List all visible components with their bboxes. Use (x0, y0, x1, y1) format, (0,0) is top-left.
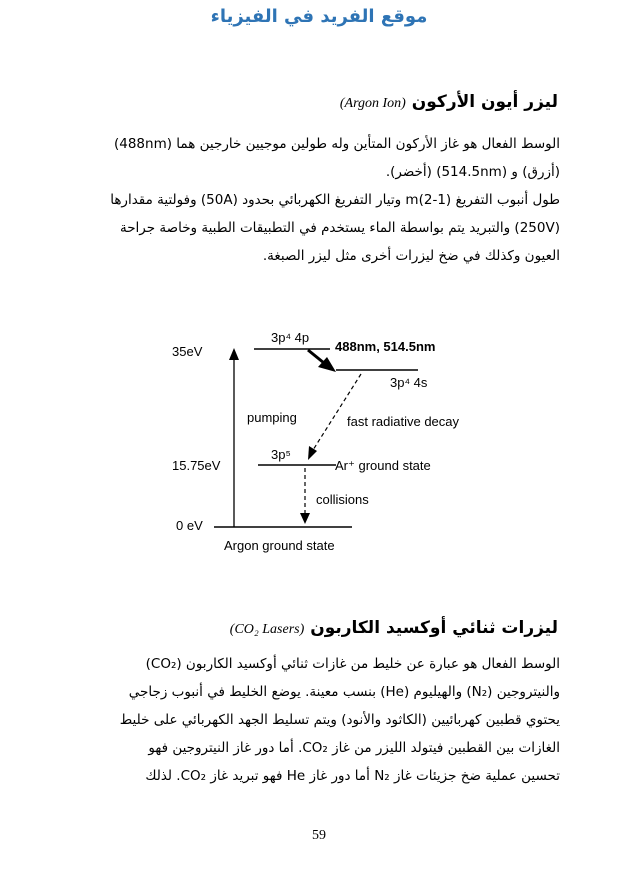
argon-line-2: (أزرق) و (514.5nm) (أخضر). (385, 164, 560, 180)
argon-line-4: (250V) والتبريد يتم بواسطة الماء يستخدم في التطبيقات الطبية وخاصة جراحة (119, 220, 560, 236)
pumping-arrowhead (229, 348, 239, 360)
ground-state-label: Argon ground state (224, 538, 335, 553)
co2-line-5: تحسين عملية ضخ جزيئات غاز N₂ أما دور غاز He فهو تبريد غاز CO₂. لذلك (145, 768, 560, 784)
argon-heading (340, 92, 558, 112)
argon-heading-latin: (Argon Ion) (339, 96, 406, 111)
argon-energy-diagram (150, 318, 500, 568)
argon-line-5: العيون وكذلك في ضخ ليزرات أخرى مثل ليزر الصبغة. (262, 248, 560, 264)
co2-heading-arabic: ليزرات ثنائي أوكسيد الكاربون (310, 618, 558, 638)
co2-heading (230, 618, 558, 638)
co2-line-3: يحتوي قطبين كهربائيين (الكاثود والأنود) ويتم تسليط الجهد الكهربائي على خليط (119, 712, 560, 728)
co2-line-4: الغازات بين القطبين فيتولد الليزر من غاز CO₂. أما دور غاز النيتروجين فهو (148, 740, 560, 756)
emission-label: 488nm, 514.5nm (335, 339, 436, 354)
argon-heading-arabic: ليزر أيون الأركون (411, 92, 558, 112)
decay-arrowhead (308, 446, 317, 460)
co2-line-1: الوسط الفعال هو عبارة عن خليط من غازات ثنائي أوكسيد الكاربون (CO₂) (145, 656, 560, 672)
emission-arrow (308, 350, 324, 363)
energy-label-35ev: 35eV (172, 344, 203, 359)
collisions-arrowhead (300, 513, 310, 524)
energy-label-15ev: 15.75eV (172, 458, 221, 473)
pumping-label: pumping (247, 410, 297, 425)
level-lower-label: 3p⁴ 4s (390, 375, 428, 390)
argon-paragraph (78, 130, 560, 270)
argon-line-3: طول أنبوب التفريغ (1-2)m وتيار التفريغ الكهربائي بحدود (50A) وفولتية مقدارها (110, 192, 560, 208)
decay-label: fast radiative decay (347, 414, 460, 429)
argon-line-1: الوسط الفعال هو غاز الأركون المتأين وله طولين موجيين خارجين هما (488nm) (113, 136, 560, 152)
level-ion-label: 3p⁵ (271, 447, 291, 462)
co2-line-2: والنيتروجين (N₂) والهيليوم (He) بنسب معينة. يوضع الخليط في أنبوب زجاجي (128, 684, 560, 700)
page-number: 59 (312, 828, 326, 843)
energy-label-0ev: 0 eV (176, 518, 203, 533)
collisions-label: collisions (316, 492, 369, 507)
site-title: موقع الفريد في الفيزياء (210, 6, 428, 27)
co2-heading-latin: (CO₂ Lasers) (229, 622, 305, 637)
level-upper-label: 3p⁴ 4p (271, 330, 310, 345)
decay-arrow (313, 374, 361, 450)
ion-state-label: Ar⁺ ground state (335, 458, 431, 473)
co2-paragraph (78, 650, 560, 790)
